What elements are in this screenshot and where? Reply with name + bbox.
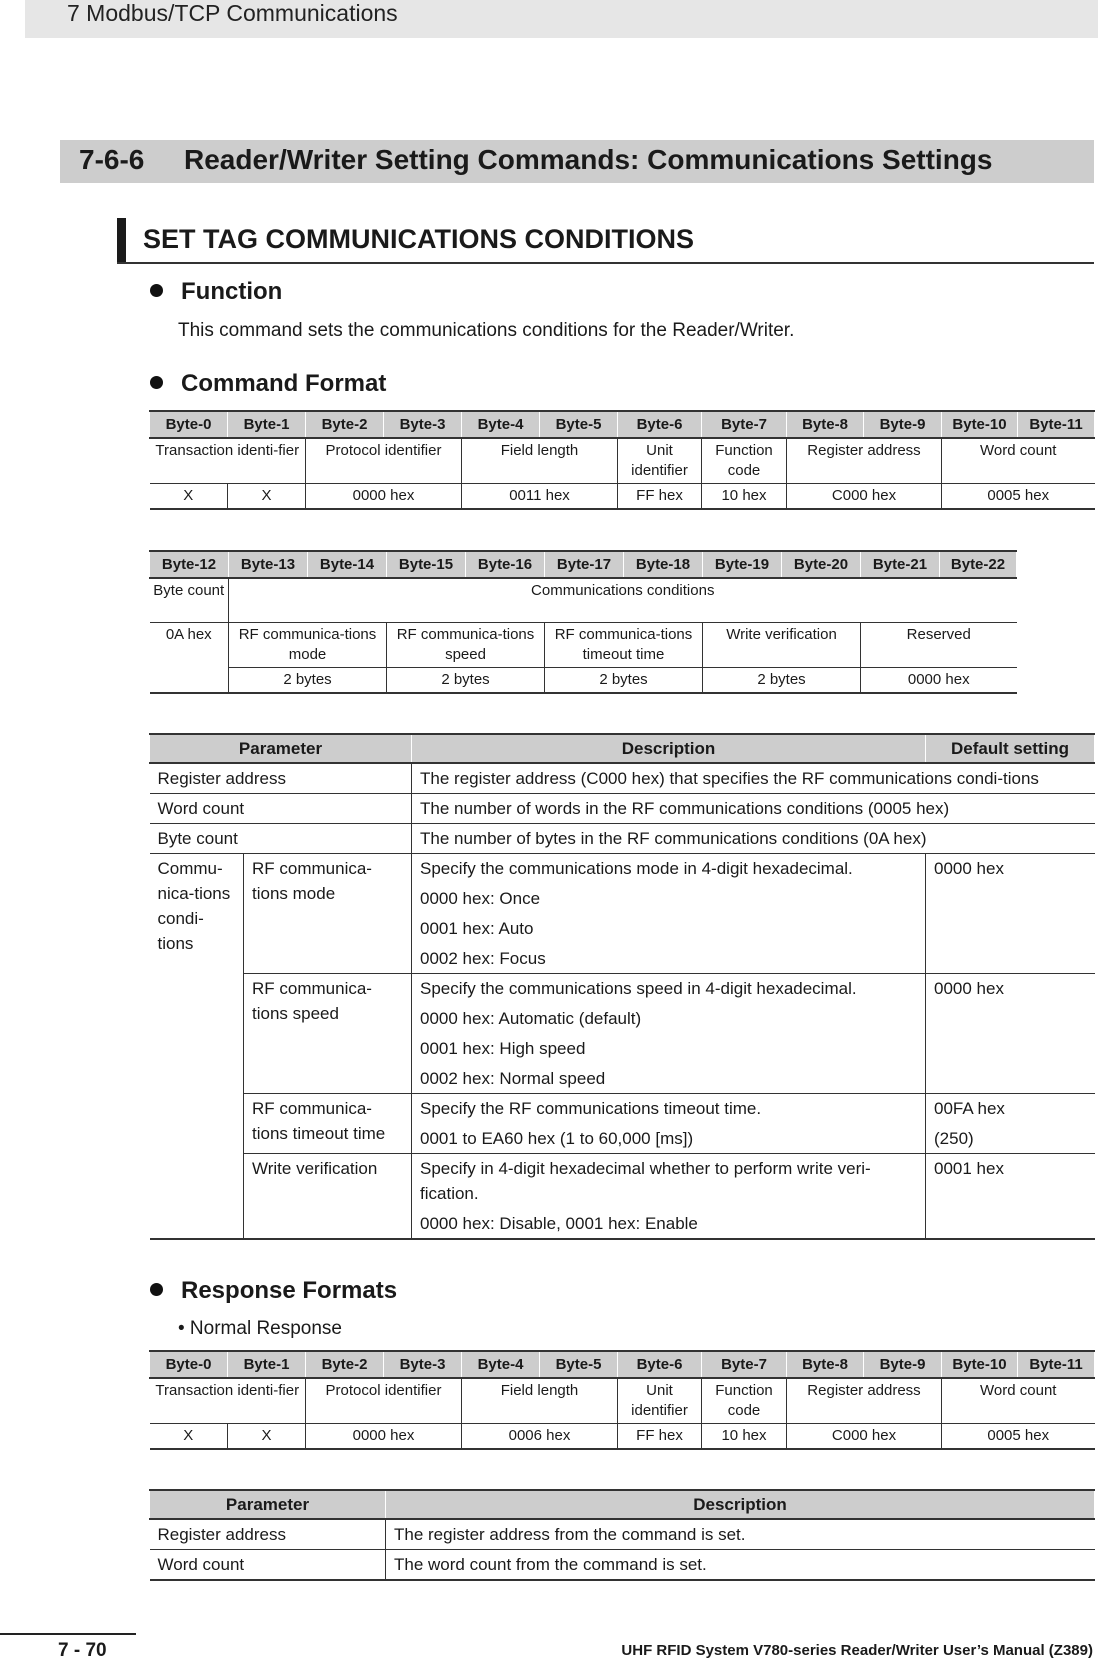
byte-header: Byte-8	[787, 411, 864, 438]
command-heading	[117, 218, 1094, 264]
param-default	[926, 974, 1095, 1094]
field-name: Unit identifier	[618, 438, 702, 484]
param-desc	[412, 1154, 926, 1240]
byte-header: Byte-7	[702, 411, 787, 438]
footer-rule	[0, 1633, 136, 1635]
column-header: Parameter	[150, 1490, 386, 1519]
default-value: 0000 hex	[934, 979, 1004, 998]
param-name: RF communica-tions timeout time	[244, 1094, 412, 1154]
byte-header: Byte-11	[1018, 1351, 1095, 1378]
desc-line: 0002 hex: Focus	[420, 949, 546, 968]
field-name: Field length	[462, 438, 618, 484]
command-frame-table-2	[149, 550, 1017, 694]
field-value: 0005 hex	[942, 1424, 1095, 1450]
function-heading-text: Function	[181, 278, 283, 305]
desc-line: Specify in 4-digit hexadecimal whether to perform write veri-fication.	[420, 1159, 871, 1203]
field-name: RF communica-tions speed	[387, 622, 545, 667]
field-value: 2 bytes	[387, 667, 545, 693]
byte-header: Byte-0	[150, 411, 228, 438]
param-default	[926, 1154, 1095, 1240]
column-header: Parameter	[150, 734, 412, 763]
response-frame-table	[149, 1350, 1095, 1450]
chapter-title: 7 Modbus/TCP Communications	[67, 0, 398, 26]
desc-line: 0000 hex: Once	[420, 889, 541, 908]
byte-header: Byte-6	[618, 1351, 702, 1378]
column-header: Description	[412, 734, 926, 763]
param-desc	[412, 854, 926, 974]
desc-line: 0001 hex: Auto	[420, 919, 534, 938]
field-value: X	[150, 1424, 228, 1450]
field-name: Register address	[787, 438, 942, 484]
byte-header: Byte-16	[466, 551, 545, 578]
field-name: Word count	[942, 1378, 1095, 1424]
byte-header: Byte-6	[618, 411, 702, 438]
field-value: X	[228, 484, 306, 510]
field-name: RF communica-tions mode	[229, 622, 387, 667]
parameter-table	[149, 733, 1095, 1240]
byte-header: Byte-2	[306, 1351, 384, 1378]
byte-header: Byte-15	[387, 551, 466, 578]
byte-header: Byte-7	[702, 1351, 787, 1378]
field-value: C000 hex	[787, 1424, 942, 1450]
response-parameter-table	[149, 1489, 1095, 1581]
field-value: 0006 hex	[462, 1424, 618, 1450]
byte-header: Byte-18	[624, 551, 703, 578]
byte-header: Byte-11	[1018, 411, 1095, 438]
default-value: 0001 hex	[934, 1159, 1004, 1178]
byte-header: Byte-9	[864, 1351, 942, 1378]
bullet-icon	[150, 1283, 163, 1296]
section-title: Reader/Writer Setting Commands: Communications Settings	[184, 144, 993, 175]
param-name: Register address	[150, 763, 412, 794]
bullet-icon	[150, 284, 163, 297]
command-title: SET TAG COMMUNICATIONS CONDITIONS	[143, 224, 694, 254]
desc-line: 0000 hex: Disable, 0001 hex: Enable	[420, 1214, 698, 1233]
field-value: 10 hex	[702, 1424, 787, 1450]
param-name: Register address	[150, 1519, 386, 1550]
column-header: Default setting	[926, 734, 1095, 763]
default-value: 0000 hex	[934, 859, 1004, 878]
byte-header: Byte-3	[384, 1351, 462, 1378]
desc-line: Specify the communications speed in 4-digit hexadecimal.	[420, 979, 857, 998]
field-value: 10 hex	[702, 484, 787, 510]
byte-header: Byte-10	[942, 411, 1018, 438]
param-desc: The word count from the command is set.	[386, 1550, 1095, 1581]
field-name: Field length	[462, 1378, 618, 1424]
field-value: 2 bytes	[703, 667, 861, 693]
normal-response-bullet: • Normal Response	[178, 1318, 342, 1339]
byte-header: Byte-20	[782, 551, 861, 578]
param-desc: The register address (C000 hex) that specifies the RF communications condi-tions	[412, 763, 1095, 794]
field-name: Protocol identifier	[306, 438, 462, 484]
byte-header: Byte-8	[787, 1351, 864, 1378]
command-frame-table-1	[149, 410, 1095, 510]
field-name: Transaction identi-fier	[150, 438, 306, 484]
field-value: 0000 hex	[306, 1424, 462, 1450]
byte-header: Byte-22	[940, 551, 1017, 578]
param-default	[926, 854, 1095, 974]
param-name: Word count	[150, 1550, 386, 1581]
section-header	[60, 140, 1094, 183]
param-desc: The number of words in the RF communications conditions (0005 hex)	[412, 794, 1095, 824]
param-default	[926, 1094, 1095, 1154]
field-name: Word count	[942, 438, 1095, 484]
field-name: Function code	[702, 1378, 787, 1424]
column-header: Description	[386, 1490, 1095, 1519]
byte-header: Byte-19	[703, 551, 782, 578]
command-format-heading	[150, 370, 386, 398]
field-value: 2 bytes	[229, 667, 387, 693]
byte-header: Byte-1	[228, 411, 306, 438]
desc-line: 0001 hex: High speed	[420, 1039, 586, 1058]
field-name: Communications conditions	[229, 578, 1017, 622]
command-format-heading-text: Command Format	[181, 370, 387, 397]
byte-header: Byte-10	[942, 1351, 1018, 1378]
field-value: 2 bytes	[545, 667, 703, 693]
param-name: RF communica-tions mode	[244, 854, 412, 974]
field-value: 0005 hex	[942, 484, 1095, 510]
byte-header: Byte-0	[150, 1351, 228, 1378]
field-value: FF hex	[618, 484, 702, 510]
desc-line: 0000 hex: Automatic (default)	[420, 1009, 642, 1028]
byte-header: Byte-14	[308, 551, 387, 578]
field-value: 0000 hex	[861, 667, 1017, 693]
field-value: C000 hex	[787, 484, 942, 510]
byte-header: Byte-5	[540, 1351, 618, 1378]
field-name: Unit identifier	[618, 1378, 702, 1424]
field-name: Register address	[787, 1378, 942, 1424]
function-heading	[150, 278, 282, 306]
field-name: Reserved	[861, 622, 1017, 667]
function-text: This command sets the communications conditions for the Reader/Writer.	[178, 320, 795, 341]
chapter-header	[25, 0, 1098, 38]
bullet-icon	[150, 376, 163, 389]
param-name: Byte count	[150, 824, 412, 854]
desc-line: 0001 to EA60 hex (1 to 60,000 [ms])	[420, 1129, 694, 1148]
desc-line: Specify the RF communications timeout time.	[420, 1099, 762, 1118]
field-name: Transaction identi-fier	[150, 1378, 306, 1424]
byte-header: Byte-1	[228, 1351, 306, 1378]
field-value: 0A hex	[150, 622, 229, 693]
byte-header: Byte-4	[462, 1351, 540, 1378]
heading-marker	[117, 218, 126, 262]
response-heading	[150, 1277, 397, 1305]
field-value: 0011 hex	[462, 484, 618, 510]
desc-line: 0002 hex: Normal speed	[420, 1069, 606, 1088]
field-value: X	[228, 1424, 306, 1450]
field-name: Protocol identifier	[306, 1378, 462, 1424]
param-desc: The register address from the command is set.	[386, 1519, 1095, 1550]
byte-header: Byte-4	[462, 411, 540, 438]
page-number: 7 - 70	[58, 1640, 107, 1661]
param-desc	[412, 974, 926, 1094]
field-name: Function code	[702, 438, 787, 484]
param-name: Write verification	[244, 1154, 412, 1240]
byte-header: Byte-13	[229, 551, 308, 578]
field-name: Write verification	[703, 622, 861, 667]
param-desc: The number of bytes in the RF communications conditions (0A hex)	[412, 824, 1095, 854]
param-group-label: Commu-nica-tions condi-tions	[150, 854, 244, 1240]
field-value: 0000 hex	[306, 484, 462, 510]
default-value: 00FA hex	[934, 1099, 1005, 1118]
byte-header: Byte-5	[540, 411, 618, 438]
byte-header: Byte-12	[150, 551, 229, 578]
param-name: Word count	[150, 794, 412, 824]
byte-header: Byte-2	[306, 411, 384, 438]
byte-header: Byte-9	[864, 411, 942, 438]
field-name: RF communica-tions timeout time	[545, 622, 703, 667]
document-title: UHF RFID System V780-series Reader/Writer User’s Manual (Z389)	[621, 1642, 1093, 1659]
field-value: X	[150, 484, 228, 510]
section-number: 7-6-6	[79, 144, 145, 175]
param-name: RF communica-tions speed	[244, 974, 412, 1094]
default-value: (250)	[934, 1129, 974, 1148]
byte-header: Byte-3	[384, 411, 462, 438]
byte-header: Byte-21	[861, 551, 940, 578]
response-heading-text: Response Formats	[181, 1277, 398, 1304]
byte-header: Byte-17	[545, 551, 624, 578]
desc-line: Specify the communications mode in 4-digit hexadecimal.	[420, 859, 853, 878]
param-desc	[412, 1094, 926, 1154]
field-name: Byte count	[150, 578, 229, 622]
field-value: FF hex	[618, 1424, 702, 1450]
